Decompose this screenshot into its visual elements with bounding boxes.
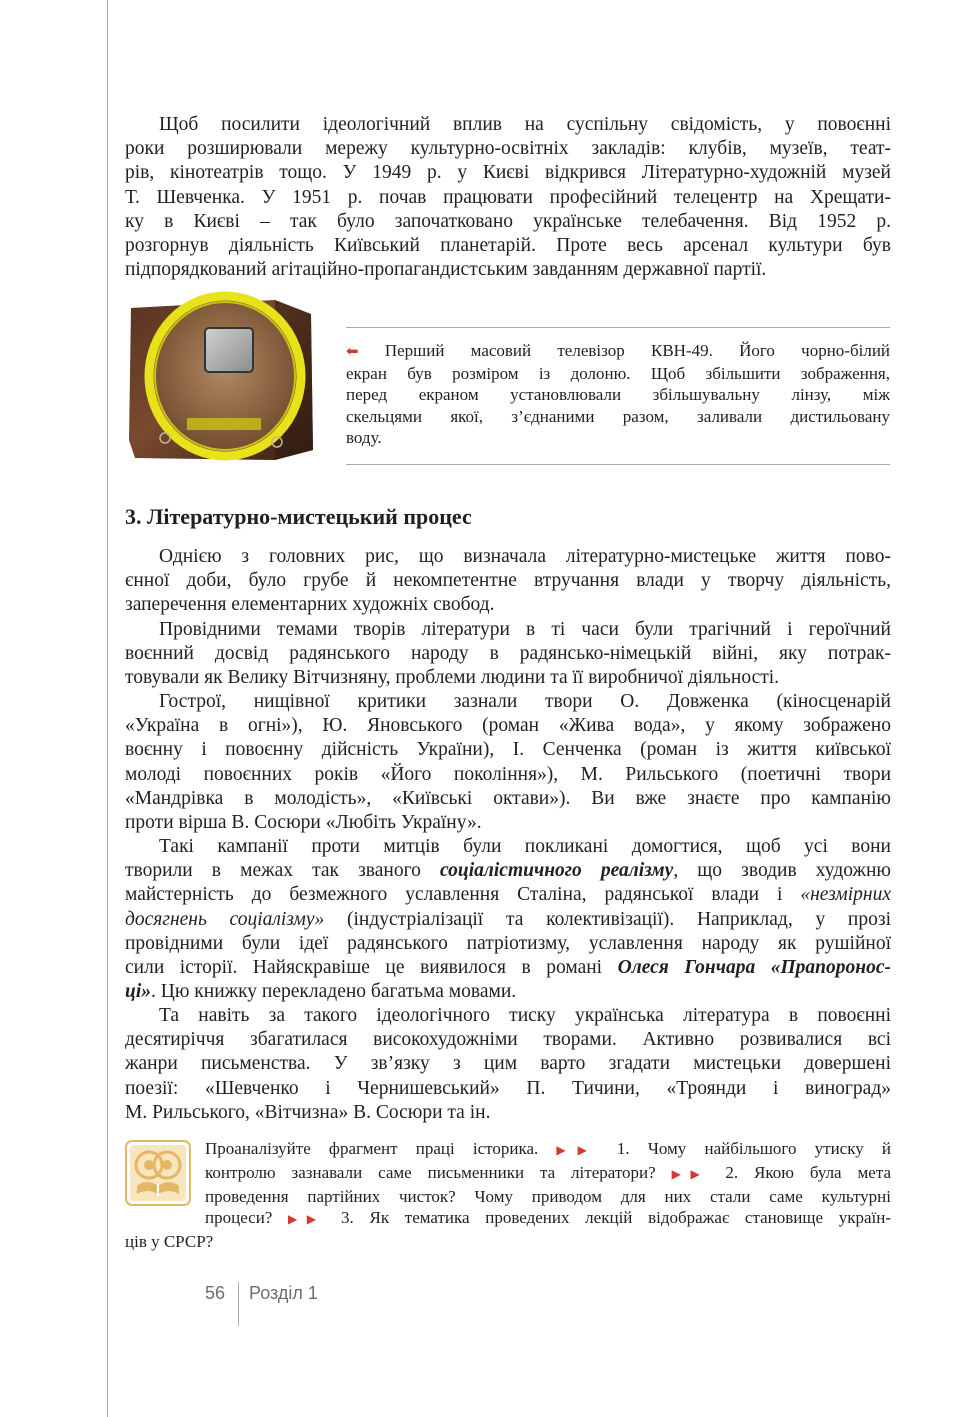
- caption-line: скельцями якої, з’єднаними разом, заливали дистильовану: [346, 406, 890, 426]
- section-heading: 3. Літературно-мистецький процес: [125, 504, 472, 529]
- text-line: провідними були ідеї радянського патріотизму, уславлення народу як рушійної: [125, 932, 891, 954]
- caption-line: Перший масовий телевізор КВН-49. Його чорно-білий: [384, 341, 891, 360]
- text-line: поезії: «Шевченко і Чернишевський» П. Тичини, «Троянди і виноград»: [125, 1077, 891, 1099]
- novel-title: Олеся Гончара «Прапоронос-: [617, 957, 891, 979]
- paragraph-socialist-realism: [125, 835, 891, 1004]
- text-line: Гострої, нищівної критики зазнали твори О. Довженка (кіносценарій: [159, 691, 891, 712]
- caption-bottom-rule: [346, 464, 890, 465]
- task-line: ців у СРСР?: [125, 1232, 214, 1252]
- text-line: розгорнув діяльність Київський планетарій. Проте весь арсенал культури був: [125, 235, 891, 257]
- text-line: ку в Києві – так було започатковано українське телебачення. Від 1952 р.: [125, 210, 891, 232]
- text-line: «Мандрівка в молодість», «Київські октави»). Ви вже знаєте про кампанію: [125, 787, 891, 809]
- paragraph-intro: [125, 113, 891, 282]
- text-line: «Україна в огні»), Ю. Яновського (роман «Жива вода», у якому зображено: [125, 715, 891, 737]
- text-line: творили в межах так званого соціалістичного реалізму, що зводив художню: [125, 860, 891, 882]
- text-line: М. Рильського, «Вітчизна» В. Сосюри та ін.: [125, 1101, 491, 1123]
- caption-line: перед екраном установлювали збільшувальну лінзу, між: [346, 385, 890, 404]
- paragraph-criticism: [125, 690, 891, 835]
- term-socialist-realism: соціалістичного реалізму: [439, 860, 674, 882]
- task-line: Проаналізуйте фрагмент праці історика. ▶▶ 1. Чому найбільшого утиску й: [205, 1139, 891, 1158]
- text-line: роки розширювали мережу культурно-освітніх закладів: клубів, музеїв, теат-: [125, 138, 891, 160]
- task-line: контролю зазнавали саме письменники та літератори? ▶▶ 2. Якою була мета: [205, 1162, 891, 1182]
- paragraph-achievements: [125, 1004, 891, 1125]
- text-line: заперечення елементарних художніх свобод.: [125, 594, 495, 616]
- text-line: молоді повоєнних років «Його покоління»), М. Рильського (поетичні твори: [125, 763, 891, 785]
- page-footer: [205, 1283, 318, 1304]
- caption-line: воду.: [346, 428, 382, 447]
- text-line: ці». Цю книжку перекладено багатьма мовами.: [125, 981, 517, 1003]
- text-line: єнної доби, було грубе й некомпетентне втручання влади у творчу діяльність,: [125, 570, 891, 592]
- image-caption: [346, 340, 890, 449]
- text-line: Однією з головних рис, що визначала літературно-мистецьке життя пово-: [159, 546, 891, 567]
- text-line: воєнну і повоєнну дійсність України), І. Сенченка (роман із життя київської: [125, 739, 891, 761]
- text-line: сили історії. Найяскравіше це виявилося в романі Олеся Гончара «Прапоронос-: [125, 957, 891, 979]
- text-line: жанри письменства. У зв’язку з цим варто згадати мистецьки довершені: [125, 1053, 891, 1075]
- analysis-task: [125, 1138, 891, 1253]
- text-line: Щоб посилити ідеологічний вплив на суспільну свідомість, у повоєнні: [159, 114, 891, 135]
- text-line: десятиріччя збагатилася високохудожніми творами. Активно розвивалися всі: [125, 1029, 891, 1051]
- caption-top-rule: [346, 327, 890, 328]
- task-line: процеси? ▶▶ 3. Як тематика проведених лекцій відображає становище україн-: [205, 1208, 891, 1228]
- caption-line: екран був розміром із долоню. Щоб збільшити зображення,: [346, 363, 890, 383]
- text-line: Та навіть за такого ідеологічного тиску українська література в повоєнні: [159, 1005, 891, 1026]
- footer-separator: [238, 1282, 239, 1326]
- text-line: проти вірша В. Сосюри «Любіть Україну».: [125, 812, 482, 834]
- text-line: Такі кампанії проти митців були покликані домогтися, щоб усі вони: [159, 836, 891, 857]
- double-triangle-icon: ▶▶: [556, 1143, 599, 1157]
- arrow-left-icon: ⬅: [346, 342, 359, 360]
- page-number: 56: [205, 1283, 226, 1303]
- paragraph-authority-interference: [125, 545, 891, 618]
- text-line: Т. Шевченка. У 1951 р. почав працювати професійний телецентр на Хрещати-: [125, 186, 891, 208]
- task-line: проведення партійних чисток? Чому приводом для них стали саме культурні: [205, 1186, 891, 1206]
- double-triangle-icon: ▶▶: [288, 1212, 326, 1227]
- text-line: воєнний досвід радянського народу в радянсько-німецькій війні, яку потрак-: [125, 643, 891, 665]
- left-margin-rule: [107, 0, 108, 1417]
- text-line: майстерність до безмежного уславлення Сталіна, радянської влади і «незмірних: [125, 884, 891, 906]
- text-line: рів, кінотеатрів тощо. У 1949 р. у Києві відкрився Літературно-художній музей: [125, 162, 891, 184]
- text-line: товували як Велику Вітчизняну, проблеми людини та її виробничої діяльності.: [125, 667, 780, 689]
- text-line: досягнень соціалізму» (індустріалізації та колективізації). Наприклад, у прозі: [125, 908, 891, 930]
- text-line: підпорядкований агітаційно-пропагандистським завданням державної партії.: [125, 259, 767, 281]
- text-line: Провідними темами творів літератури в ті часи були трагічний і героїчний: [159, 619, 891, 640]
- section-label: Розділ 1: [249, 1283, 318, 1303]
- kvn49-television-image: [125, 290, 317, 463]
- paragraph-themes: [125, 618, 891, 691]
- double-triangle-icon: ▶▶: [671, 1166, 710, 1181]
